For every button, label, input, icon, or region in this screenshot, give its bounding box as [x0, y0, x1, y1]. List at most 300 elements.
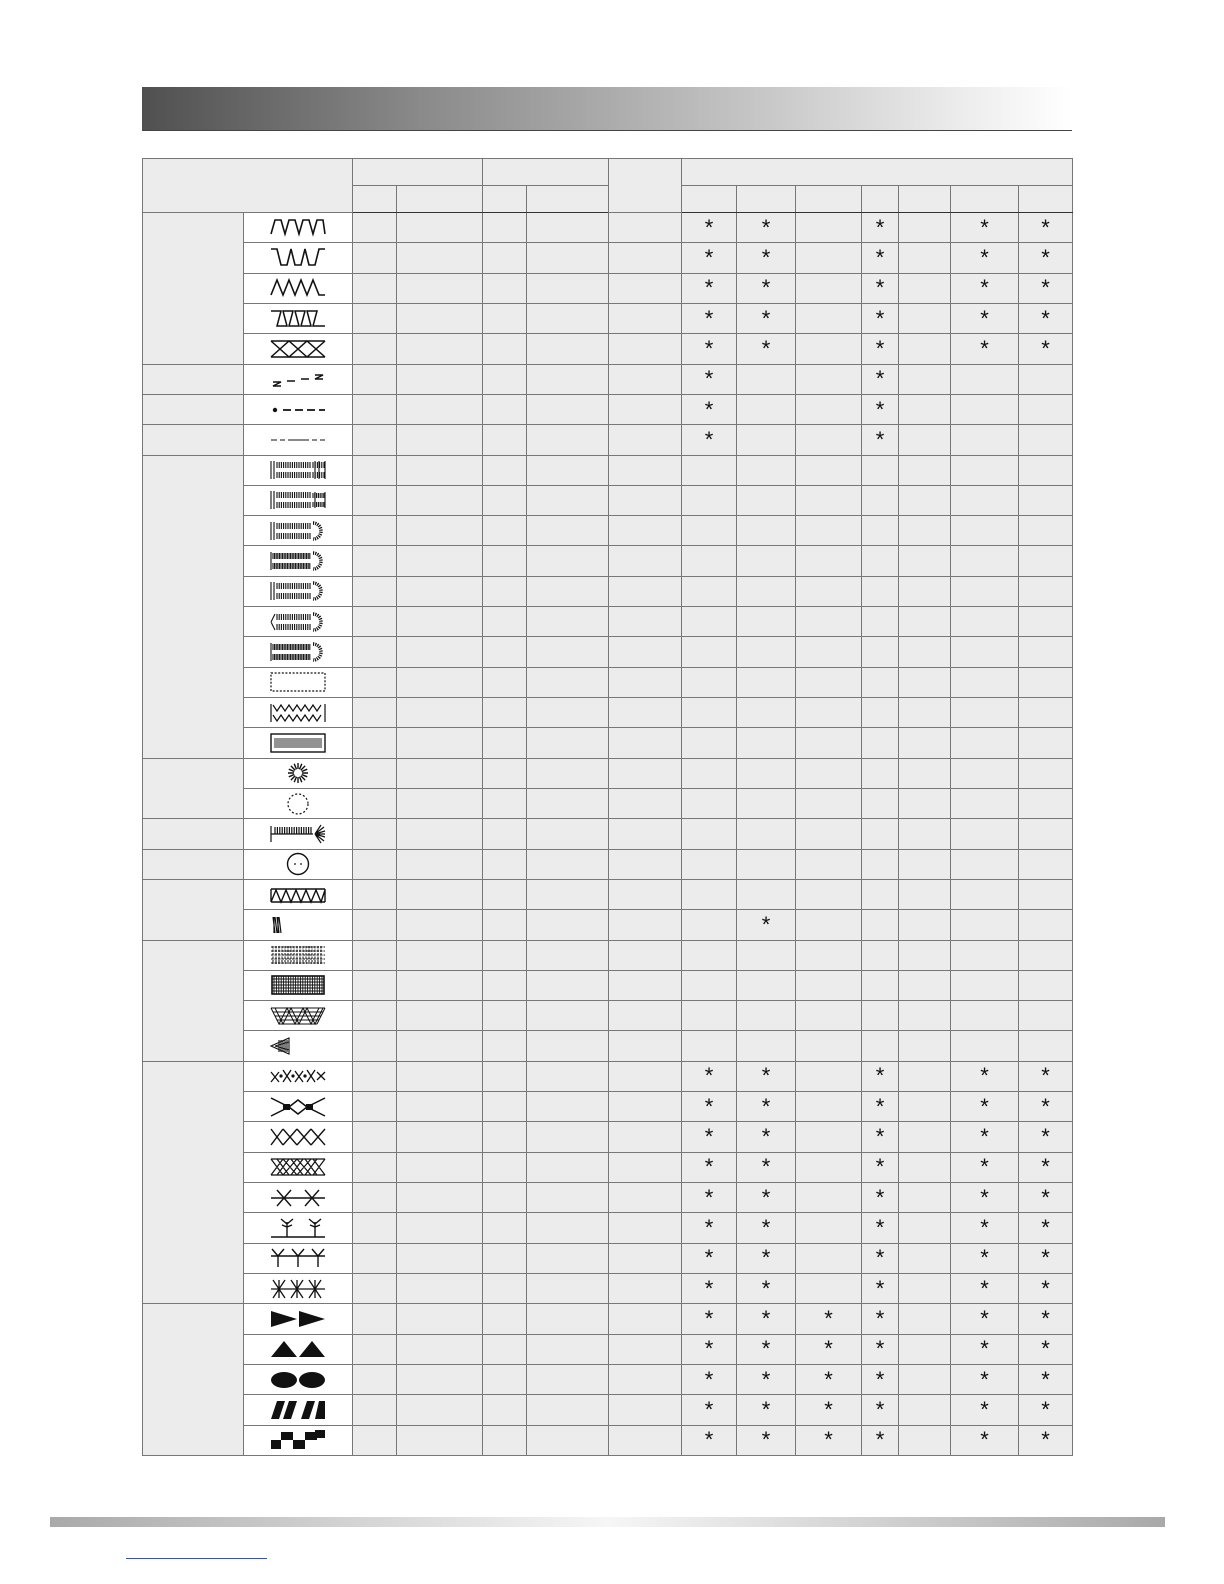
empty-cell	[353, 334, 397, 364]
empty-cell	[796, 485, 862, 515]
table-row	[143, 637, 1073, 667]
empty-cell	[397, 1334, 483, 1364]
empty-cell	[483, 213, 527, 243]
asterisk-mark: *	[951, 1425, 1019, 1456]
empty-cell	[951, 607, 1019, 637]
empty-cell	[862, 607, 899, 637]
empty-cell	[527, 1243, 609, 1273]
table-row	[143, 1213, 1073, 1243]
empty-cell	[397, 546, 483, 576]
asterisk-mark: *	[682, 273, 737, 303]
buttonhole-round-end-fine-icon	[269, 549, 327, 573]
empty-cell	[737, 394, 796, 424]
empty-cell	[951, 788, 1019, 818]
empty-cell	[899, 1152, 951, 1182]
header-cell	[609, 159, 682, 213]
asterisk-mark: *	[682, 1304, 737, 1334]
asterisk-mark: *	[862, 1273, 899, 1303]
asterisk-mark: *	[862, 1061, 899, 1091]
empty-cell	[609, 940, 682, 970]
stitch-table	[142, 158, 1073, 1456]
empty-cell	[353, 425, 397, 455]
empty-cell	[899, 879, 951, 909]
asterisk-mark: *	[796, 1334, 862, 1364]
empty-cell	[527, 516, 609, 546]
empty-cell	[796, 1001, 862, 1031]
empty-cell	[1019, 516, 1073, 546]
empty-cell	[951, 576, 1019, 606]
asterisk-mark: *	[951, 1183, 1019, 1213]
empty-cell	[609, 1395, 682, 1425]
buttonhole-square-icon	[269, 458, 327, 482]
asterisk-mark: *	[682, 394, 737, 424]
eyelet-dotted-circle-icon	[269, 792, 327, 816]
empty-cell	[527, 1122, 609, 1152]
category-cell	[143, 364, 244, 394]
empty-cell	[737, 758, 796, 788]
empty-cell	[899, 1092, 951, 1122]
empty-cell	[682, 788, 737, 818]
stitch-pattern-cell	[244, 1152, 353, 1182]
asterisk-mark: *	[862, 1425, 899, 1456]
empty-cell	[483, 940, 527, 970]
asterisk-mark: *	[862, 1213, 899, 1243]
empty-cell	[353, 940, 397, 970]
table-row	[143, 819, 1073, 849]
empty-cell	[483, 1183, 527, 1213]
header-cell	[796, 186, 862, 213]
table-row	[143, 1092, 1073, 1122]
eyelet-sunburst-icon	[269, 761, 327, 785]
table-row	[143, 667, 1073, 697]
table-row	[143, 1304, 1073, 1334]
button-sew-circle-icon	[269, 852, 327, 876]
empty-cell	[796, 607, 862, 637]
stitch-pattern-cell	[244, 940, 353, 970]
stitch-pattern-cell	[244, 1001, 353, 1031]
empty-cell	[397, 607, 483, 637]
empty-cell	[899, 1243, 951, 1273]
asterisk-mark: *	[1019, 1304, 1073, 1334]
empty-cell	[527, 819, 609, 849]
empty-cell	[527, 1304, 609, 1334]
empty-cell	[682, 516, 737, 546]
empty-cell	[483, 243, 527, 273]
empty-cell	[737, 607, 796, 637]
empty-cell	[609, 303, 682, 333]
asterisk-mark: *	[951, 1092, 1019, 1122]
empty-cell	[796, 1122, 862, 1152]
asterisk-mark: *	[737, 1273, 796, 1303]
empty-cell	[483, 334, 527, 364]
dashed-zigzag-icon	[269, 367, 327, 391]
empty-cell	[796, 819, 862, 849]
empty-cell	[609, 243, 682, 273]
empty-cell	[483, 455, 527, 485]
header-cell	[483, 159, 609, 186]
empty-cell	[397, 1031, 483, 1061]
empty-cell	[899, 546, 951, 576]
empty-cell	[397, 485, 483, 515]
empty-cell	[353, 637, 397, 667]
asterisk-mark: *	[1019, 1183, 1073, 1213]
empty-cell	[899, 1273, 951, 1303]
table-row	[143, 1183, 1073, 1213]
asterisk-mark: *	[796, 1364, 862, 1394]
empty-cell	[483, 1395, 527, 1425]
asterisk-mark: *	[951, 1243, 1019, 1273]
empty-cell	[899, 334, 951, 364]
darning-grid-icon	[269, 973, 327, 997]
stitch-pattern-cell	[244, 1395, 353, 1425]
empty-cell	[483, 516, 527, 546]
empty-cell	[609, 1243, 682, 1273]
empty-cell	[951, 728, 1019, 758]
empty-cell	[527, 1364, 609, 1394]
empty-cell	[527, 698, 609, 728]
empty-cell	[682, 849, 737, 879]
asterisk-mark: *	[682, 1273, 737, 1303]
stitch-pattern-cell	[244, 1243, 353, 1273]
asterisk-mark: *	[951, 1304, 1019, 1334]
empty-cell	[527, 273, 609, 303]
empty-cell	[899, 455, 951, 485]
empty-cell	[483, 546, 527, 576]
empty-cell	[899, 1334, 951, 1364]
empty-cell	[1019, 940, 1073, 970]
table-row	[143, 1001, 1073, 1031]
empty-cell	[397, 1395, 483, 1425]
asterisk-mark: *	[951, 243, 1019, 273]
empty-cell	[899, 516, 951, 546]
table-row	[143, 788, 1073, 818]
empty-cell	[737, 667, 796, 697]
header-cell	[353, 159, 483, 186]
empty-cell	[1019, 698, 1073, 728]
asterisk-mark: *	[951, 1061, 1019, 1091]
asterisk-mark: *	[862, 1243, 899, 1273]
asterisk-mark: *	[1019, 273, 1073, 303]
empty-cell	[1019, 788, 1073, 818]
asterisk-mark: *	[862, 394, 899, 424]
empty-cell	[951, 455, 1019, 485]
empty-cell	[353, 1364, 397, 1394]
empty-cell	[737, 819, 796, 849]
asterisk-mark: *	[737, 1425, 796, 1456]
category-cell	[143, 1304, 244, 1456]
empty-cell	[353, 243, 397, 273]
stitch-pattern-cell	[244, 455, 353, 485]
asterisk-mark: *	[796, 1395, 862, 1425]
empty-cell	[951, 394, 1019, 424]
empty-cell	[397, 1001, 483, 1031]
empty-cell	[899, 1122, 951, 1152]
empty-cell	[862, 728, 899, 758]
category-cell	[143, 213, 244, 365]
asterisk-mark: *	[737, 1152, 796, 1182]
empty-cell	[609, 273, 682, 303]
empty-cell	[609, 728, 682, 758]
asterisk-mark: *	[951, 1364, 1019, 1394]
empty-cell	[483, 1425, 527, 1456]
empty-cell	[796, 303, 862, 333]
empty-cell	[397, 1152, 483, 1182]
empty-cell	[682, 667, 737, 697]
empty-cell	[1019, 1001, 1073, 1031]
empty-cell	[682, 1031, 737, 1061]
empty-cell	[899, 819, 951, 849]
empty-cell	[397, 970, 483, 1000]
empty-cell	[951, 698, 1019, 728]
asterisk-mark: *	[737, 303, 796, 333]
empty-cell	[1019, 394, 1073, 424]
asterisk-mark: *	[1019, 303, 1073, 333]
asterisk-mark: *	[682, 1152, 737, 1182]
asterisk-mark: *	[737, 1213, 796, 1243]
empty-cell	[951, 849, 1019, 879]
empty-cell	[951, 637, 1019, 667]
empty-cell	[862, 637, 899, 667]
table-row	[143, 364, 1073, 394]
empty-cell	[397, 1061, 483, 1091]
header-cell	[527, 186, 609, 213]
dot-dash-line-icon	[269, 398, 327, 422]
empty-cell	[483, 273, 527, 303]
empty-cell	[862, 1001, 899, 1031]
asterisk-mark: *	[682, 1183, 737, 1213]
empty-cell	[527, 637, 609, 667]
stitch-pattern-cell	[244, 1364, 353, 1394]
satin-ovals-icon	[269, 1368, 327, 1392]
asterisk-mark: *	[862, 1395, 899, 1425]
empty-cell	[796, 1152, 862, 1182]
empty-cell	[527, 1273, 609, 1303]
stitch-pattern-cell	[244, 516, 353, 546]
empty-cell	[682, 485, 737, 515]
decorative-double-x-icon	[269, 1155, 327, 1179]
empty-cell	[1019, 849, 1073, 879]
darning-mesh-icon	[269, 1004, 327, 1028]
empty-cell	[609, 1001, 682, 1031]
asterisk-mark: *	[1019, 1092, 1073, 1122]
empty-cell	[796, 637, 862, 667]
empty-cell	[527, 788, 609, 818]
asterisk-mark: *	[682, 1122, 737, 1152]
empty-cell	[862, 576, 899, 606]
header-cell	[862, 186, 899, 213]
empty-cell	[609, 1304, 682, 1334]
empty-cell	[397, 364, 483, 394]
empty-cell	[1019, 576, 1073, 606]
table-row	[143, 728, 1073, 758]
asterisk-mark: *	[1019, 213, 1073, 243]
empty-cell	[483, 667, 527, 697]
empty-cell	[682, 607, 737, 637]
empty-cell	[527, 425, 609, 455]
empty-cell	[1019, 879, 1073, 909]
dense-bar-tack-icon	[269, 913, 327, 937]
header-cell	[737, 186, 796, 213]
empty-cell	[527, 849, 609, 879]
empty-cell	[682, 546, 737, 576]
stitch-pattern-cell	[244, 819, 353, 849]
empty-cell	[609, 607, 682, 637]
decorative-x-chain-icon	[269, 1125, 327, 1149]
asterisk-mark: *	[737, 910, 796, 940]
empty-cell	[483, 1152, 527, 1182]
asterisk-mark: *	[737, 273, 796, 303]
empty-cell	[737, 728, 796, 758]
stitch-pattern-cell	[244, 576, 353, 606]
empty-cell	[862, 970, 899, 1000]
asterisk-mark: *	[1019, 1334, 1073, 1364]
category-cell	[143, 819, 244, 849]
stitch-pattern-cell	[244, 273, 353, 303]
empty-cell	[609, 637, 682, 667]
empty-cell	[951, 940, 1019, 970]
empty-cell	[397, 1213, 483, 1243]
empty-cell	[353, 1425, 397, 1456]
empty-cell	[527, 243, 609, 273]
asterisk-mark: *	[951, 273, 1019, 303]
buttonhole-round-end-icon	[269, 519, 327, 543]
empty-cell	[527, 1152, 609, 1182]
empty-cell	[796, 546, 862, 576]
asterisk-mark: *	[951, 1334, 1019, 1364]
empty-cell	[951, 425, 1019, 455]
empty-cell	[483, 910, 527, 940]
empty-cell	[397, 243, 483, 273]
empty-cell	[483, 425, 527, 455]
empty-cell	[397, 334, 483, 364]
empty-cell	[527, 1183, 609, 1213]
empty-cell	[796, 273, 862, 303]
empty-cell	[397, 849, 483, 879]
table-row	[143, 1334, 1073, 1364]
empty-cell	[609, 910, 682, 940]
empty-cell	[609, 970, 682, 1000]
empty-cell	[1019, 819, 1073, 849]
stitch-pattern-cell	[244, 879, 353, 909]
bar-tack-sunburst-icon	[269, 822, 327, 846]
empty-cell	[609, 1425, 682, 1456]
empty-cell	[353, 667, 397, 697]
empty-cell	[527, 910, 609, 940]
buttonhole-pointed-keyhole-icon	[269, 610, 327, 634]
empty-cell	[609, 213, 682, 243]
empty-cell	[483, 1213, 527, 1243]
wave-triangle-icon	[269, 276, 327, 300]
decorative-cross-line-icon	[269, 1186, 327, 1210]
empty-cell	[609, 1334, 682, 1364]
empty-cell	[951, 1031, 1019, 1061]
table-row	[143, 273, 1073, 303]
category-cell	[143, 940, 244, 1061]
darning-small-icon	[269, 1034, 327, 1058]
empty-cell	[609, 455, 682, 485]
empty-cell	[483, 1122, 527, 1152]
asterisk-mark: *	[862, 1092, 899, 1122]
empty-cell	[397, 1273, 483, 1303]
asterisk-mark: *	[796, 1425, 862, 1456]
empty-cell	[1019, 728, 1073, 758]
table-row	[143, 849, 1073, 879]
empty-cell	[737, 1001, 796, 1031]
category-cell	[143, 425, 244, 455]
buttonhole-square-narrow-icon	[269, 488, 327, 512]
asterisk-mark: *	[1019, 1425, 1073, 1456]
empty-cell	[609, 1152, 682, 1182]
stitch-pattern-cell	[244, 394, 353, 424]
stitch-pattern-cell	[244, 910, 353, 940]
empty-cell	[796, 1243, 862, 1273]
empty-cell	[796, 243, 862, 273]
empty-cell	[353, 1061, 397, 1091]
empty-cell	[353, 788, 397, 818]
header-cell	[353, 186, 397, 213]
empty-cell	[737, 455, 796, 485]
empty-cell	[899, 1304, 951, 1334]
empty-cell	[899, 1031, 951, 1061]
empty-cell	[862, 698, 899, 728]
asterisk-mark: *	[862, 213, 899, 243]
table-row	[143, 516, 1073, 546]
stitch-pattern-cell	[244, 849, 353, 879]
empty-cell	[397, 394, 483, 424]
empty-cell	[682, 698, 737, 728]
empty-cell	[796, 879, 862, 909]
table-row	[143, 546, 1073, 576]
stitch-pattern-cell	[244, 425, 353, 455]
empty-cell	[796, 1092, 862, 1122]
buttonhole-zigzag-icon	[269, 701, 327, 725]
empty-cell	[609, 788, 682, 818]
asterisk-mark: *	[682, 1213, 737, 1243]
asterisk-mark: *	[737, 1334, 796, 1364]
empty-cell	[609, 485, 682, 515]
empty-cell	[796, 940, 862, 970]
empty-cell	[527, 303, 609, 333]
asterisk-mark: *	[862, 273, 899, 303]
buttonhole-keyhole-icon	[269, 579, 327, 603]
asterisk-mark: *	[682, 1243, 737, 1273]
asterisk-mark: *	[737, 1092, 796, 1122]
asterisk-mark: *	[1019, 334, 1073, 364]
asterisk-mark: *	[682, 364, 737, 394]
empty-cell	[353, 303, 397, 333]
category-cell	[143, 455, 244, 758]
empty-cell	[483, 1304, 527, 1334]
empty-cell	[527, 728, 609, 758]
empty-cell	[527, 455, 609, 485]
category-cell	[143, 849, 244, 879]
empty-cell	[737, 425, 796, 455]
decorative-cross-dots-icon	[269, 1064, 327, 1088]
empty-cell	[397, 1425, 483, 1456]
asterisk-mark: *	[1019, 1273, 1073, 1303]
empty-cell	[353, 607, 397, 637]
empty-cell	[527, 334, 609, 364]
empty-cell	[483, 1334, 527, 1364]
empty-cell	[796, 364, 862, 394]
footer-link-underline[interactable]	[126, 1558, 267, 1559]
asterisk-mark: *	[737, 1061, 796, 1091]
empty-cell	[682, 879, 737, 909]
empty-cell	[737, 879, 796, 909]
empty-cell	[397, 1304, 483, 1334]
stitch-pattern-cell	[244, 607, 353, 637]
empty-cell	[483, 364, 527, 394]
